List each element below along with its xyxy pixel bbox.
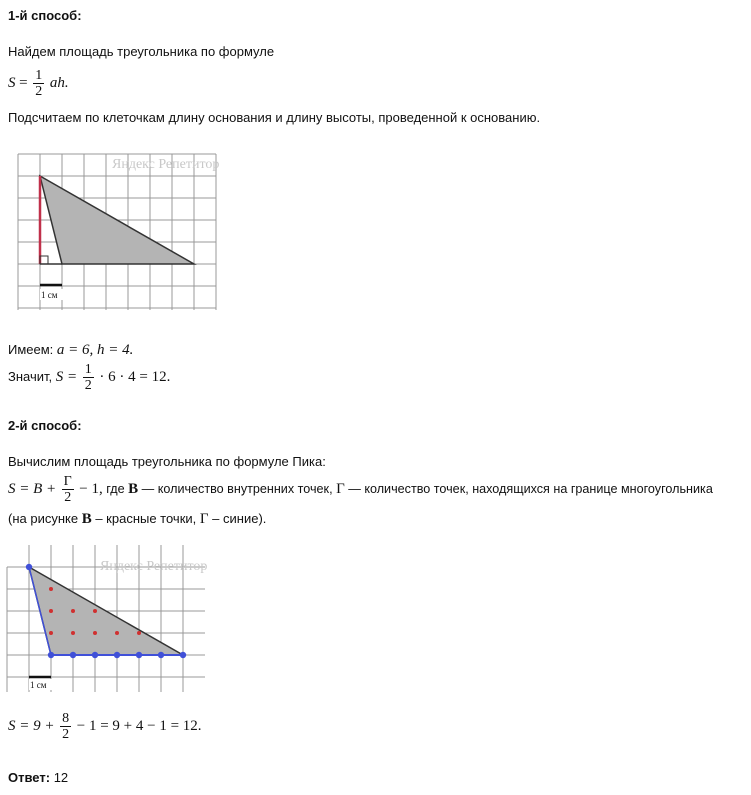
note-t2: – красные точки, <box>91 511 200 526</box>
formula-eq: = <box>19 74 28 91</box>
formula-lhs: S <box>8 74 16 91</box>
method2-figure <box>0 540 240 700</box>
fraction-denominator: 2 <box>64 490 72 505</box>
fraction-numerator: Г <box>63 474 72 489</box>
method1-heading: 1-й способ: <box>8 8 82 23</box>
pick-text2: — количество внутренних точек, <box>138 481 337 496</box>
answer-value: 12 <box>53 770 69 785</box>
answer-label: Ответ: <box>8 770 51 785</box>
pick-text1: где <box>102 481 129 496</box>
values-prefix: Имеем: <box>8 342 57 357</box>
note-t1: (на рисунке <box>8 511 82 526</box>
method1-figure <box>0 140 240 325</box>
result-rest: − 1 = 9 + 4 − 1 = 12. <box>76 717 202 734</box>
answer <box>8 770 68 785</box>
fraction-numerator: 1 <box>84 362 92 377</box>
fraction-denominator: 2 <box>84 378 92 393</box>
method1-result <box>8 362 170 393</box>
fraction-numerator: 1 <box>35 68 43 83</box>
method1-count-text: Подсчитаем по клеточкам длину основания и длину высоты, проведенной к основанию. <box>8 110 541 125</box>
result-rest: · 6 · 4 = 12. <box>99 368 171 385</box>
note-g-symbol: Г <box>199 511 209 527</box>
result-lhs: S = 9 + <box>8 717 55 734</box>
pick-fraction <box>62 474 74 505</box>
values-expression: a = 6, h = 4. <box>56 342 134 358</box>
watermark: Яндекс Репетитор <box>112 157 220 172</box>
scale-label: 1 см <box>30 680 47 690</box>
note-t3: – синие). <box>208 511 267 526</box>
fraction-denominator: 2 <box>62 727 70 742</box>
method2-intro: Вычислим площадь треугольника по формуле Пика: <box>8 454 326 469</box>
method2-heading: 2-й способ: <box>8 418 82 433</box>
formula-rest: ah. <box>49 74 69 91</box>
method1-intro: Найдем площадь треугольника по формуле <box>8 44 275 59</box>
scale-label: 1 см <box>41 290 58 300</box>
pick-b-symbol: В <box>128 480 139 497</box>
formula-fraction <box>33 68 44 99</box>
method2-formula <box>8 474 713 505</box>
note-b-symbol: В <box>81 511 92 527</box>
result-fraction <box>60 711 71 742</box>
fraction-numerator: 8 <box>62 711 70 726</box>
pick-text3: — количество точек, находящихся на границе многоугольника <box>344 481 713 496</box>
method1-formula <box>8 68 69 99</box>
result-lhs: S = <box>55 368 78 385</box>
pick-lhs: S = В + <box>8 480 57 497</box>
watermark: Яндекс Репетитор <box>100 559 208 574</box>
pick-rest: − 1, <box>79 480 103 497</box>
method2-result <box>8 711 202 742</box>
pick-g-symbol: Г <box>336 480 345 497</box>
result-fraction <box>83 362 94 393</box>
result-prefix: Значит, <box>8 368 56 384</box>
fraction-denominator: 2 <box>35 84 43 99</box>
method2-note <box>8 511 266 528</box>
method1-values <box>8 342 133 359</box>
